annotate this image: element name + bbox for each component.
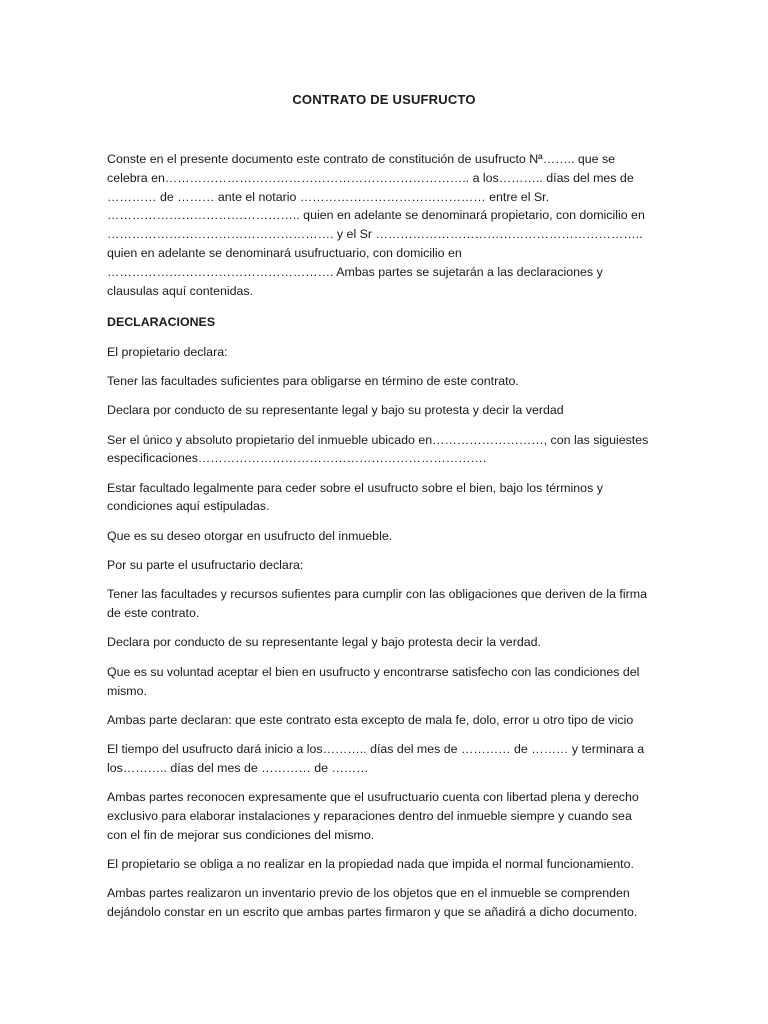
paragraph: Que es su deseo otorgar en usufructo del inmueble.	[107, 528, 393, 543]
document-body	[107, 150, 655, 933]
paragraph: Ambas partes reconocen expresamente que el usufructuario cuenta con libertad plena y derecho exclusivo para elaborar instalaciones y reparaciones dentro del inmueble siempre y cuando sea con el fin de mejorar sus condiciones del mismo.	[107, 790, 639, 842]
paragraph: Ambas partes realizaron un inventario previo de los objetos que en el inmueble se comprenden dejándolo constar en un escrito que ambas partes firmaron y que se añadirá a dicho documento.	[107, 886, 638, 920]
paragraph: El propietario declara:	[107, 344, 228, 359]
paragraph: Declara por conducto de su representante legal y bajo protesta decir la verdad.	[107, 635, 541, 650]
paragraph: El tiempo del usufructo dará inicio a los……….. días del mes de ………… de ……… y terminara a los……….. días del mes de ………… de ………	[107, 742, 645, 775]
paragraph: Estar facultado legalmente para ceder sobre el usufructo sobre el bien, bajo los términos y condiciones aquí estipuladas.	[107, 480, 603, 514]
section-heading-declaraciones: DECLARACIONES	[107, 315, 216, 330]
paragraph: Tener las facultades y recursos sufientes para cumplir con las obligaciones que deriven de la firma de este contrato.	[107, 587, 647, 621]
document-title: CONTRATO DE USUFRUCTO	[292, 92, 476, 107]
paragraph: El propietario se obliga a no realizar en la propiedad nada que impida el normal funcionamiento.	[107, 857, 634, 872]
paragraph: Que es su voluntad aceptar el bien en usufructo y encontrarse satisfecho con las condiciones del mismo.	[107, 664, 640, 698]
intro-paragraph: Conste en el presente documento este contrato de constitución de usufructo Nª…….. que se celebra en……………………………………………………………….. a los……….. días del mes de ………… de ……… ante el notario ……………………………………… entre el Sr. ……………………………………….. quien en adelante se denominará propietario, con domicilio en ………………………………………………. y el Sr ……………………………………………………….. quien en adelante se denominará usufructuario, con domicilio en ………………………………………………. Ambas partes se sujetarán a las declaraciones y clausulas aquí contenidas.	[107, 152, 645, 298]
paragraph: Ambas parte declaran: que este contrato esta excepto de mala fe, dolo, error u otro tipo de vicio	[107, 712, 634, 727]
paragraph: Tener las facultades suficientes para obligarse en término de este contrato.	[107, 373, 519, 388]
paragraph: Declara por conducto de su representante legal y bajo su protesta y decir la verdad	[107, 403, 564, 418]
paragraph: Ser el único y absoluto propietario del inmueble ubicado en………………………, con las siguiestes especificaciones…………………………………………………………….	[107, 432, 649, 466]
paragraph: Por su parte el usufructario declara:	[107, 558, 304, 573]
